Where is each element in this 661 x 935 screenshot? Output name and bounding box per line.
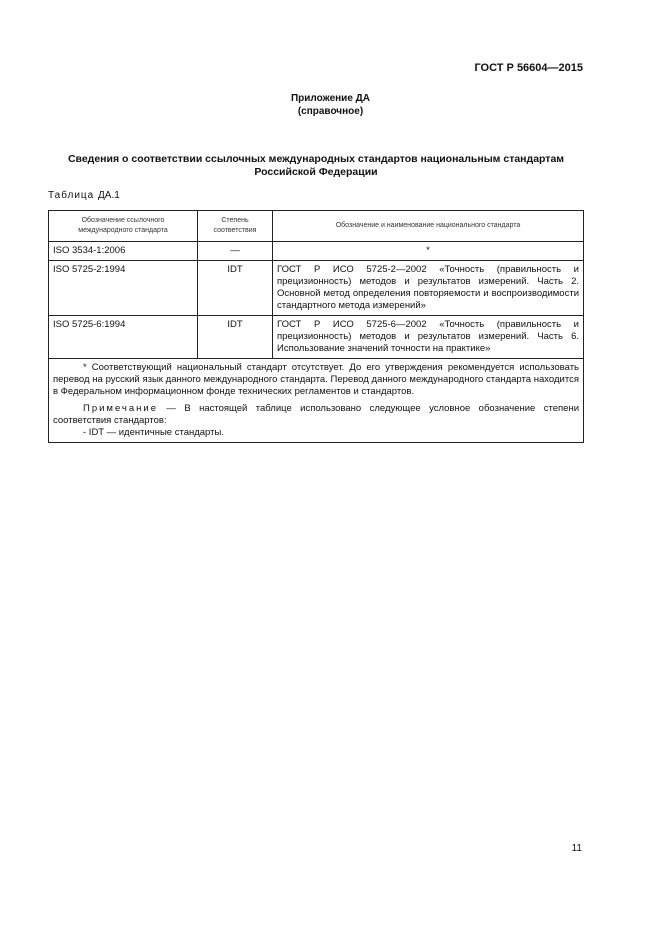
row-degree: IDT	[198, 316, 273, 359]
table-notes	[49, 359, 584, 443]
table-row	[49, 316, 584, 359]
table-note	[53, 403, 579, 427]
row-code: ISO 5725-6:1994	[49, 316, 198, 359]
section-title-line1: Сведения о соответствии ссылочных международных стандартов национальным стандартам	[67, 153, 565, 165]
header-col2-line2: соответствия	[213, 227, 257, 234]
header-degree	[198, 211, 273, 242]
standards-table	[48, 210, 584, 443]
table-caption	[48, 190, 120, 201]
note-label: Примечание	[83, 403, 158, 414]
section-title-line2: Российской Федерации	[254, 166, 378, 178]
table-row	[49, 261, 584, 316]
header-col2-line1: Степень	[221, 217, 249, 224]
annex-heading	[0, 92, 661, 118]
row-reference: ГОСТ Р ИСО 5725-2—2002 «Точность (правильность и прецизионность) методов и результатов измерений. Часть 2. Основной метод определения повторяемости и воспроизводимости стандартного метода измерений»	[273, 261, 584, 316]
row-degree: IDT	[198, 261, 273, 316]
header-col1-line1: Обозначение ссылочного	[81, 217, 165, 224]
section-title	[48, 153, 584, 179]
document-code: ГОСТ Р 56604—2015	[474, 62, 583, 74]
row-reference: ГОСТ Р ИСО 5725-6—2002 «Точность (правильность и прецизионность) методов и результатов измерений. Часть 6. Использование значений точности на практике»	[273, 316, 584, 359]
row-reference: *	[273, 242, 584, 261]
row-code: ISO 5725-2:1994	[49, 261, 198, 316]
table-label: Таблица	[48, 190, 95, 201]
table-row	[49, 242, 584, 261]
annex-title: Приложение ДА	[290, 93, 371, 104]
row-degree: —	[198, 242, 273, 261]
table-notes-row	[49, 359, 584, 443]
note-text: — В настоящей таблице использовано следующее условное обозначение степени соответствия стандартов:	[53, 403, 579, 426]
row-code: ISO 3534-1:2006	[49, 242, 198, 261]
header-national-standard: Обозначение и наименование национального стандарта	[273, 211, 584, 242]
table-footnote: * Соответствующий национальный стандарт отсутствует. До его утверждения рекомендуется использовать перевод на русский язык данного международного стандарта. Перевод данного международного стандарта находится в Федеральном информационном фонде технических регламентов и стандартов.	[53, 362, 579, 397]
note-item: - IDT — идентичные стандарты.	[83, 427, 224, 438]
table-number: ДА.1	[98, 190, 120, 201]
header-international-standard	[49, 211, 198, 242]
page-number: 11	[571, 843, 582, 854]
annex-subtitle: (справочное)	[297, 106, 364, 117]
header-col1-line2: международного стандарта	[78, 227, 168, 234]
table-header-row	[49, 211, 584, 242]
